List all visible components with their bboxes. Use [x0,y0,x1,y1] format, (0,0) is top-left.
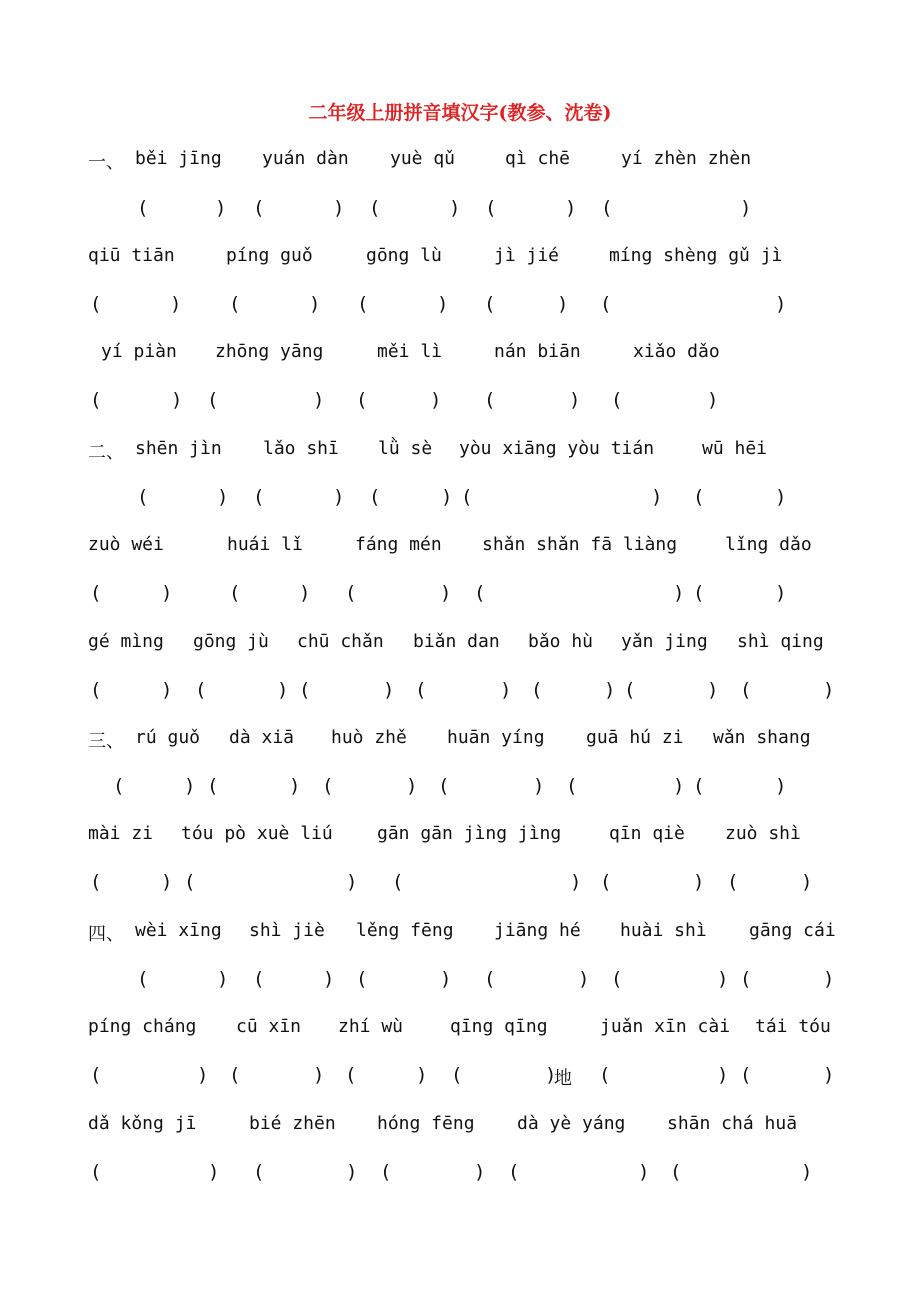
pinyin-word: rú guǒ [135,727,201,748]
pinyin-word: nán biān [494,341,581,362]
answer-blank-open: ( [229,293,241,315]
pinyin-row [0,1113,920,1143]
pinyin-word: mài zi [88,823,154,844]
pinyin-row [0,341,920,371]
pinyin-row [0,148,920,178]
pinyin-row [0,631,920,661]
answer-blank-open: ( [693,582,705,604]
pinyin-word: yuán dàn [262,148,349,169]
answer-blank-open: ( [693,775,705,797]
answer-blank-open: ( [299,679,311,701]
answer-blank-row [0,968,920,998]
answer-blank-close: ) [545,1064,557,1086]
answer-blank-close: ) [533,775,545,797]
answer-blank-close: ) [430,389,442,411]
answer-blank-close: ) [569,389,581,411]
answer-blank-open: ( [229,582,241,604]
answer-blank-open: ( [484,293,496,315]
pinyin-word: míng shèng gǔ jì [609,245,783,266]
answer-blank-open: ( [345,1064,357,1086]
answer-blank-open: ( [229,1064,241,1086]
pinyin-row [0,1016,920,1046]
pinyin-word: píng cháng [88,1016,197,1037]
pinyin-word: yí zhèn zhèn [621,148,752,169]
pinyin-word: lěng fēng [356,920,454,941]
answer-blank-open: ( [369,486,381,508]
answer-blank-open: ( [356,389,368,411]
answer-blank-close: ) [346,871,358,893]
answer-blank-open: ( [461,486,473,508]
answer-blank-close: ) [775,486,787,508]
pinyin-word: lǎo shī [263,438,339,459]
answer-blank-close: ) [333,197,345,219]
pinyin-word: shēn jìn [135,438,222,459]
answer-blank-open: ( [357,293,369,315]
answer-blank-close: ) [313,1064,325,1086]
pinyin-row [0,727,920,757]
pinyin-word: fáng mén [355,534,442,555]
answer-blank-close: ) [474,1161,486,1183]
answer-blank-close: ) [440,582,452,604]
answer-blank-close: ) [707,679,719,701]
pinyin-word: bié zhēn [249,1113,336,1134]
pinyin-word: chū chǎn [297,631,384,652]
answer-blank-close: ) [383,679,395,701]
answer-blank-open: ( [451,1064,463,1086]
answer-blank-row [0,775,920,805]
answer-blank-open: ( [90,1064,102,1086]
page-title: 二年级上册拼音填汉字(教参、沈卷) [308,102,612,124]
answer-blank-close: ) [346,1161,358,1183]
pinyin-word: biǎn dan [413,631,500,652]
pinyin-word: jiāng hé [494,920,581,941]
answer-blank-close: ) [673,775,685,797]
answer-blank-close: ) [500,679,512,701]
answer-blank-open: ( [611,389,623,411]
answer-blank-open: ( [474,582,486,604]
answer-blank-open: ( [740,1064,752,1086]
pinyin-word: gōng lù [366,245,442,266]
answer-blank-open: ( [253,1161,265,1183]
pinyin-word: shǎn shǎn fā liàng [482,534,678,555]
answer-blank-close: ) [416,1064,428,1086]
answer-blank-close: ) [638,1161,650,1183]
answer-blank-close: ) [171,389,183,411]
answer-blank-close: ) [215,197,227,219]
answer-blank-close: ) [693,871,705,893]
answer-blank-close: ) [208,1161,220,1183]
pinyin-row [0,823,920,853]
answer-blank-open: ( [356,968,368,990]
pinyin-word: yí piàn [101,341,177,362]
answer-blank-open: ( [253,486,265,508]
answer-blank-close: ) [823,679,835,701]
answer-blank-open: ( [253,968,265,990]
pinyin-word: qīn qiè [609,823,685,844]
answer-blank-open: ( [195,679,207,701]
section-label: 二、 [88,442,124,463]
answer-blank-close: ) [299,582,311,604]
answer-blank-open: ( [415,679,427,701]
answer-blank-row [0,582,920,612]
pinyin-word: qì chē [505,148,571,169]
pinyin-row [0,534,920,564]
pinyin-word: gāng cái [749,920,836,941]
pinyin-word: měi lì [377,341,443,362]
answer-blank-close: ) [578,968,590,990]
pinyin-word: zuò shì [725,823,801,844]
answer-blank-open: ( [599,1064,611,1086]
answer-blank-close: ) [313,389,325,411]
pinyin-word: wǎn shang [713,727,811,748]
answer-blank-row [0,1064,920,1094]
answer-blank-close: ) [170,293,182,315]
answer-blank-open: ( [727,871,739,893]
answer-blank-row [0,679,920,709]
answer-blank-open: ( [137,486,149,508]
answer-blank-open: ( [531,679,543,701]
pinyin-word: zhōng yāng [215,341,324,362]
pinyin-word: shān chá huā [667,1113,798,1134]
answer-blank-row [0,197,920,227]
pinyin-word: qiū tiān [88,245,175,266]
answer-blank-close: ) [449,197,461,219]
pinyin-row [0,920,920,950]
answer-blank-open: ( [207,775,219,797]
answer-blank-open: ( [137,968,149,990]
answer-blank-row [0,389,920,419]
answer-blank-close: ) [775,775,787,797]
pinyin-word: hóng fēng [377,1113,475,1134]
answer-blank-close: ) [557,293,569,315]
pinyin-word: dà xiā [229,727,295,748]
answer-blank-open: ( [438,775,450,797]
answer-blank-close: ) [823,1064,835,1086]
answer-blank-open: ( [90,871,102,893]
answer-blank-row [0,1161,920,1191]
answer-blank-open: ( [207,389,219,411]
answer-blank-close: ) [184,775,196,797]
answer-blank-open: ( [740,968,752,990]
pinyin-word: xiǎo dǎo [633,341,720,362]
answer-blank-open: ( [90,1161,102,1183]
answer-blank-open: ( [600,871,612,893]
answer-blank-close: ) [823,968,835,990]
section-label: 三、 [88,731,124,752]
pinyin-word: tóu pò xuè liú [181,823,333,844]
answer-blank-close: ) [570,871,582,893]
answer-blank-open: ( [369,197,381,219]
answer-blank-close: ) [277,679,289,701]
pinyin-word: gōng jù [193,631,269,652]
answer-blank-close: ) [673,582,685,604]
answer-blank-close: ) [740,197,752,219]
answer-blank-open: ( [90,582,102,604]
pinyin-word: huái lǐ [227,534,303,555]
pinyin-word: zhí wù [338,1016,404,1037]
answer-blank-close: ) [775,293,787,315]
pinyin-word: bǎo hù [528,631,594,652]
answer-blank-close: ) [440,968,452,990]
pinyin-word: cū xīn [236,1016,302,1037]
pinyin-word: huài shì [620,920,707,941]
answer-blank-close: ) [604,679,616,701]
pinyin-word: huò zhě [331,727,407,748]
answer-blank-close: ) [309,293,321,315]
pinyin-word: yuè qǔ [390,148,456,169]
answer-blank-open: ( [380,1161,392,1183]
answer-blank-open: ( [345,582,357,604]
answer-blank-close: ) [161,679,173,701]
answer-blank-open: ( [566,775,578,797]
pinyin-word: jì jié [494,245,560,266]
answer-blank-open: ( [90,679,102,701]
answer-blank-close: ) [717,968,729,990]
answer-blank-open: ( [693,486,705,508]
blank-suffix-text: 地 [554,1068,572,1089]
pinyin-word: qīng qīng [450,1016,548,1037]
pinyin-row [0,438,920,468]
answer-blank-close: ) [161,871,173,893]
answer-blank-open: ( [113,775,125,797]
answer-blank-open: ( [484,389,496,411]
answer-blank-open: ( [485,197,497,219]
answer-blank-close: ) [289,775,301,797]
answer-blank-close: ) [333,486,345,508]
answer-blank-row [0,871,920,901]
pinyin-word: yǎn jing [621,631,708,652]
answer-blank-close: ) [775,582,787,604]
answer-blank-close: ) [323,968,335,990]
pinyin-row [0,245,920,275]
pinyin-word: wū hēi [702,438,768,459]
answer-blank-open: ( [624,679,636,701]
answer-blank-open: ( [508,1161,520,1183]
answer-blank-close: ) [651,486,663,508]
answer-blank-open: ( [90,293,102,315]
answer-blank-close: ) [565,197,577,219]
answer-blank-open: ( [90,389,102,411]
answer-blank-open: ( [611,968,623,990]
answer-blank-open: ( [600,293,612,315]
pinyin-word: tái tóu [755,1016,831,1037]
answer-blank-close: ) [161,582,173,604]
answer-blank-close: ) [217,486,229,508]
answer-blank-open: ( [670,1161,682,1183]
answer-blank-close: ) [707,389,719,411]
answer-blank-open: ( [253,197,265,219]
answer-blank-open: ( [184,871,196,893]
answer-blank-close: ) [441,486,453,508]
answer-blank-close: ) [406,775,418,797]
answer-blank-close: ) [437,293,449,315]
answer-blank-open: ( [322,775,334,797]
pinyin-word: lǐng dǎo [725,534,812,555]
pinyin-word: dǎ kǒng jī [88,1113,197,1134]
pinyin-word: shì jiè [249,920,325,941]
answer-blank-close: ) [197,1064,209,1086]
pinyin-word: píng guǒ [226,245,313,266]
pinyin-word: běi jīng [135,148,222,169]
pinyin-word: gé mìng [88,631,164,652]
answer-blank-open: ( [392,871,404,893]
answer-blank-row [0,486,920,516]
pinyin-word: wèi xīng [135,920,222,941]
pinyin-word: dà yè yáng [517,1113,626,1134]
pinyin-word: huān yíng [447,727,545,748]
section-label: 一、 [88,152,124,173]
answer-blank-close: ) [801,1161,813,1183]
pinyin-word: yòu xiāng yòu tián [459,438,655,459]
answer-blank-row [0,293,920,323]
answer-blank-close: ) [717,1064,729,1086]
pinyin-word: zuò wéi [88,534,164,555]
section-label: 四、 [88,924,124,945]
answer-blank-open: ( [740,679,752,701]
pinyin-word: juǎn xīn cài [600,1016,731,1037]
answer-blank-open: ( [601,197,613,219]
pinyin-word: guā hú zi [586,727,684,748]
answer-blank-open: ( [137,197,149,219]
pinyin-word: shì qing [737,631,824,652]
pinyin-word: gān gān jìng jìng [377,823,562,844]
answer-blank-close: ) [801,871,813,893]
answer-blank-open: ( [484,968,496,990]
answer-blank-close: ) [217,968,229,990]
pinyin-word: lǜ sè [378,438,433,459]
